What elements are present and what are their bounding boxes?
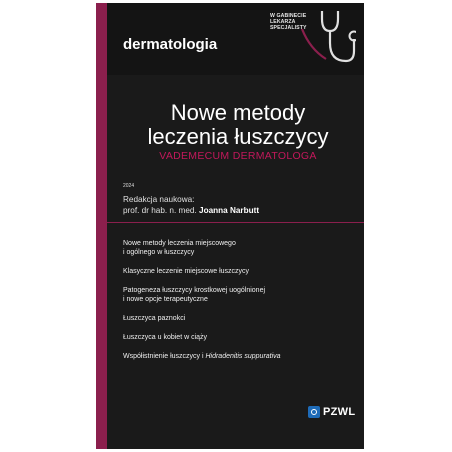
book-cover bbox=[96, 3, 364, 449]
editor-name: Joanna Narbutt bbox=[199, 205, 260, 215]
contents-item-1-line-1: Nowe metody leczenia miejscowego bbox=[123, 240, 236, 247]
list-item bbox=[123, 286, 358, 304]
contents-item-6-italic: Hidradenitis suppurativa bbox=[205, 353, 281, 360]
editor-block bbox=[123, 195, 259, 216]
contents-item-1-line-2: i ogólnego w łuszczycy bbox=[123, 249, 195, 256]
contents-item-6 bbox=[123, 352, 358, 361]
title-line-1: Nowe metody bbox=[170, 100, 306, 125]
pzwl-logo-icon bbox=[308, 406, 320, 418]
list-item bbox=[123, 333, 358, 342]
list-item bbox=[123, 239, 358, 257]
contents-item-6-text: Współistnienie łuszczycy i bbox=[123, 353, 206, 360]
editor-credit bbox=[123, 206, 259, 217]
book-subtitle: VADEMECUM DERMATOLOGA bbox=[159, 150, 317, 162]
editor-label: Redakcja naukowa: bbox=[123, 195, 195, 204]
book-title bbox=[118, 101, 358, 149]
publication-year: 2024 bbox=[123, 183, 135, 189]
contents-item-3-line-1: Patogeneza łuszczycy krostkowej uogólnionej bbox=[123, 287, 266, 294]
title-line-2: leczenia łuszczycy bbox=[147, 124, 329, 149]
series-line-3: SPECJALISTY bbox=[270, 25, 307, 32]
accent-strip bbox=[96, 3, 107, 449]
editor-title: prof. dr hab. n. med. bbox=[123, 205, 200, 215]
list-item bbox=[123, 267, 358, 276]
divider bbox=[107, 222, 364, 223]
contents-item-4: Łuszczyca paznokci bbox=[123, 315, 186, 322]
contents-item-5: Łuszczyca u kobiet w ciąży bbox=[123, 334, 208, 341]
publisher-name: PZWL bbox=[323, 406, 356, 418]
list-item bbox=[123, 314, 358, 323]
publisher-mark bbox=[308, 406, 355, 418]
series-line-1: W GABINECIE bbox=[270, 13, 307, 19]
contents-item-3-line-2: i nowe opcje terapeutyczne bbox=[123, 296, 208, 303]
category-label: dermatologia bbox=[123, 36, 218, 53]
contents-item-2: Klasyczne leczenie miejscowe łuszczycy bbox=[123, 268, 250, 275]
contents-list bbox=[123, 239, 358, 371]
list-item bbox=[123, 352, 358, 361]
series-badge bbox=[270, 9, 358, 69]
stethoscope-icon bbox=[300, 9, 356, 69]
series-line-2: LEKARZA bbox=[270, 19, 296, 26]
